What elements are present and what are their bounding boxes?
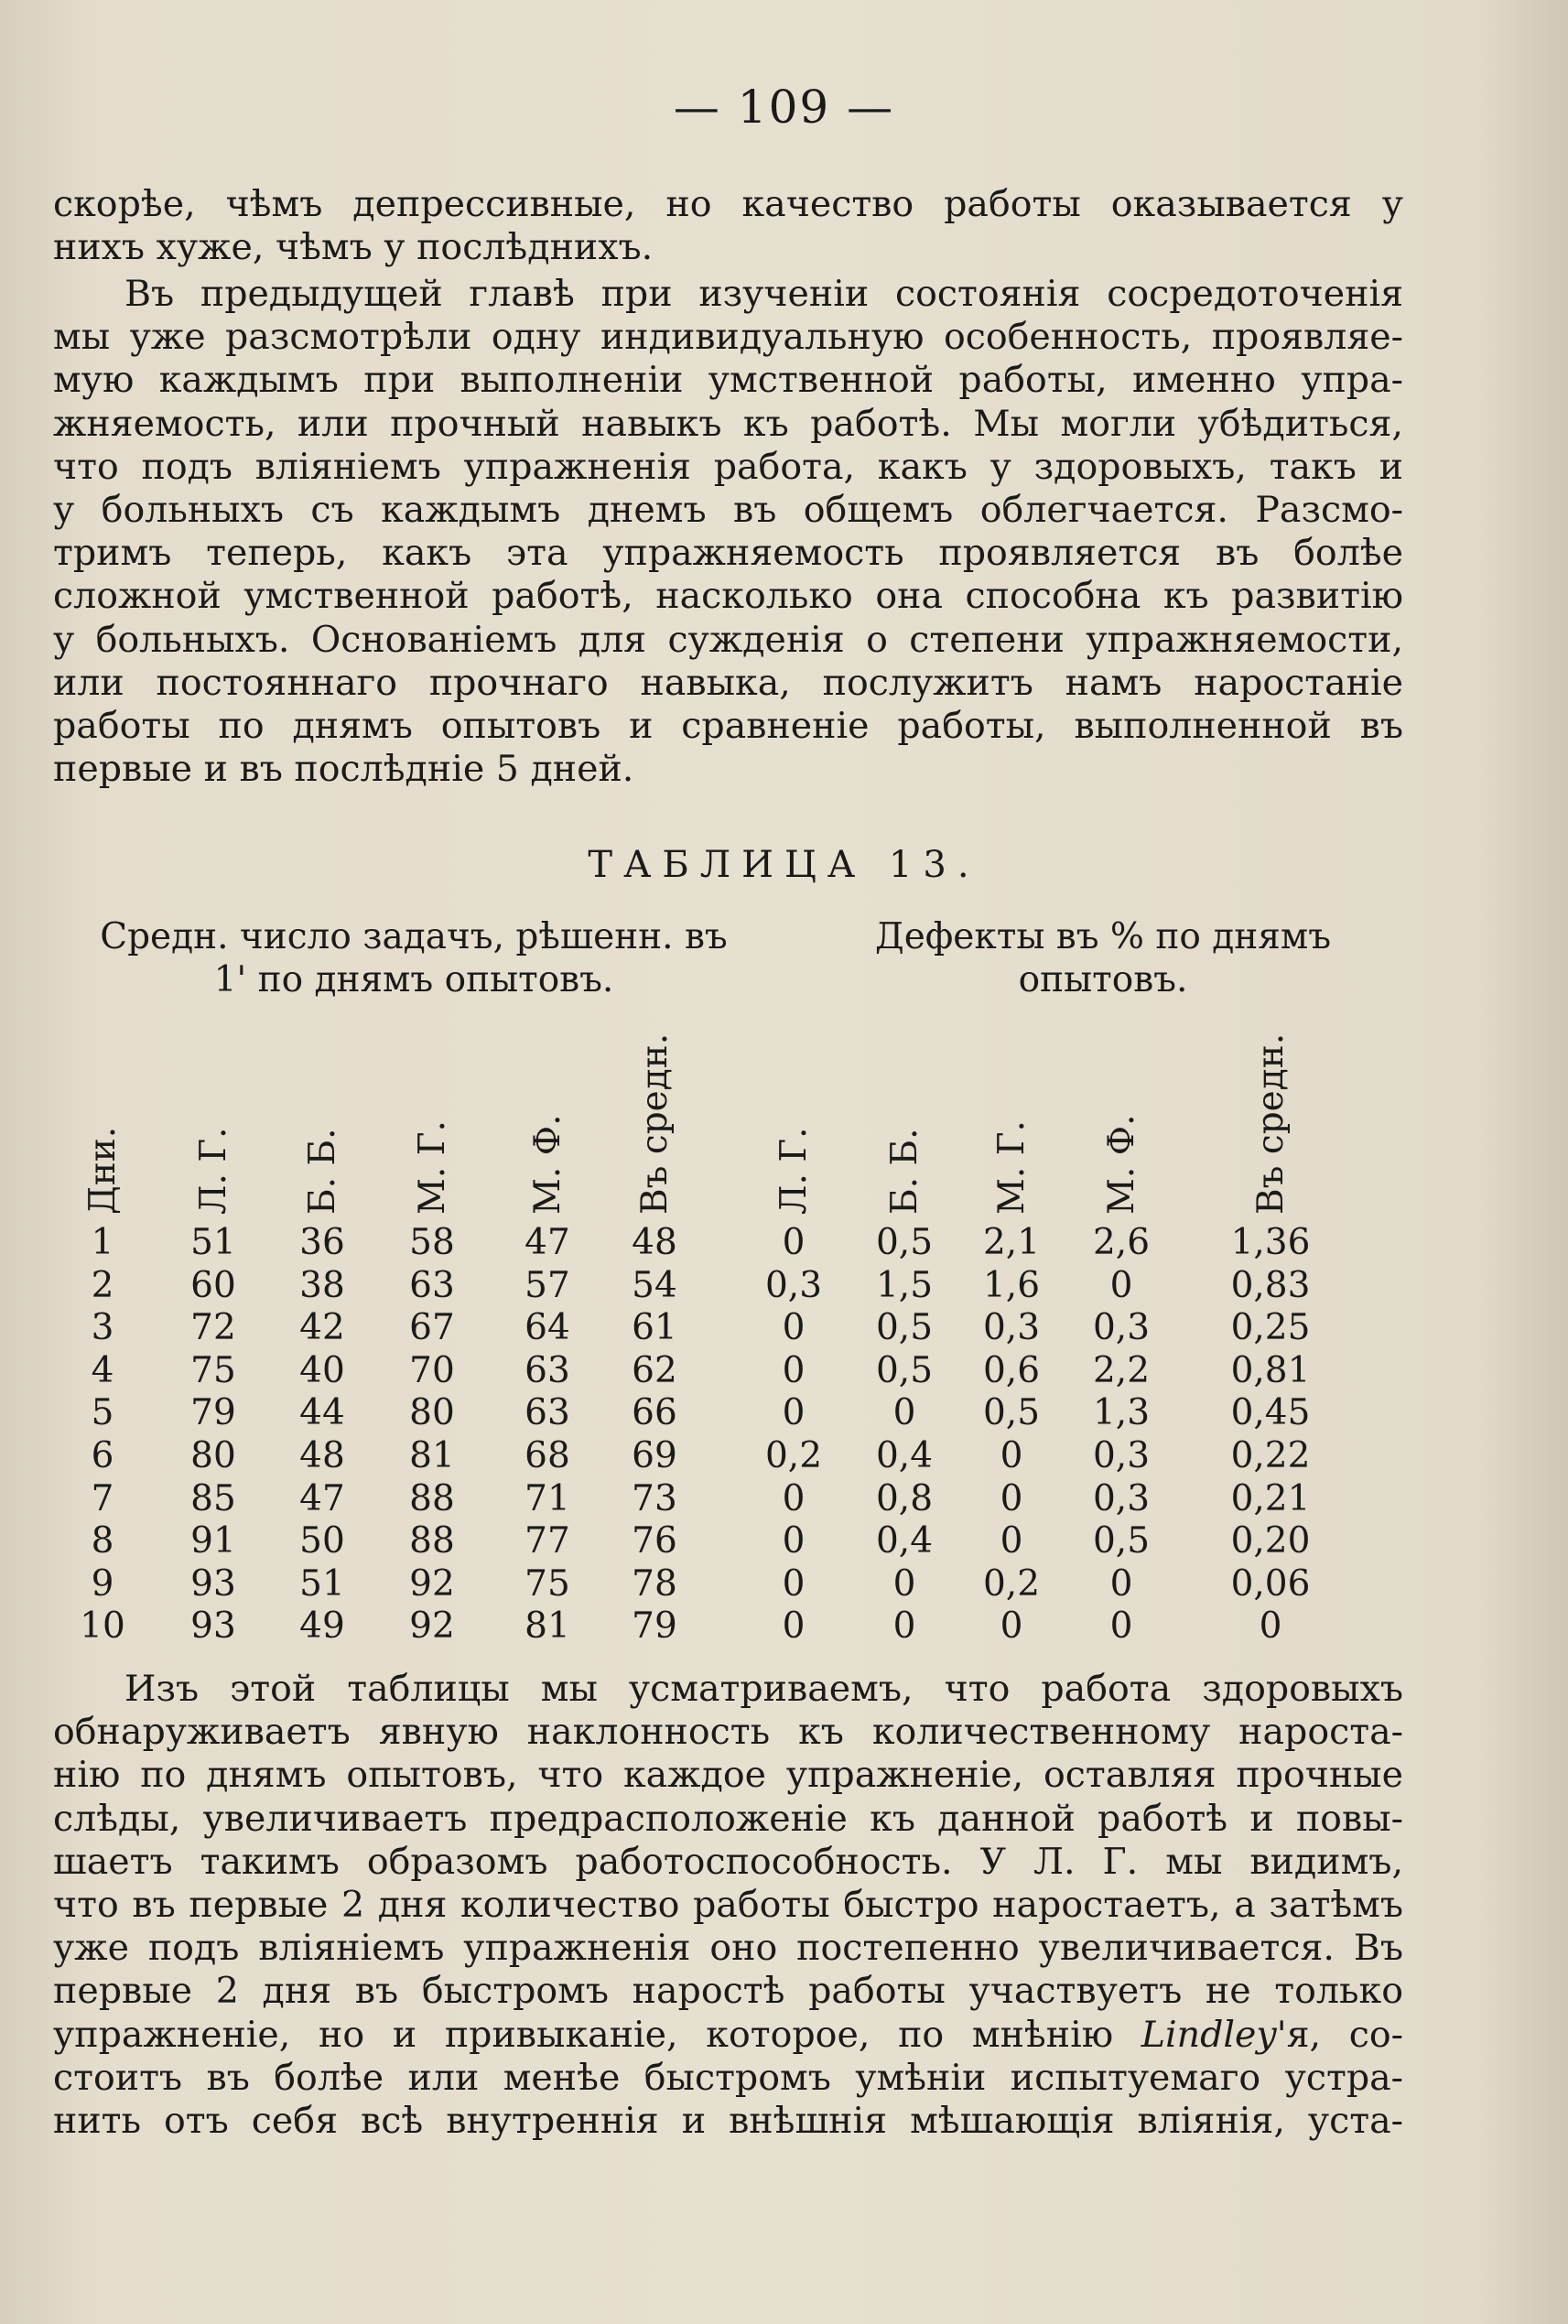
table-cell: 10	[80, 1605, 125, 1648]
text-line-with-citation	[53, 2014, 1403, 2057]
table-header-right-line: Дефекты въ % по днямъ	[874, 916, 1332, 957]
table-cell: 64	[524, 1307, 570, 1349]
table-cell: 0	[782, 1392, 806, 1434]
paragraph-1	[53, 183, 1403, 269]
table-cell: 0,20	[1230, 1520, 1311, 1562]
column-header: Л. Г.	[773, 1127, 815, 1215]
table-cell: 0	[1000, 1435, 1023, 1476]
table-cell: 0	[782, 1477, 806, 1519]
table-cell: 85	[190, 1477, 236, 1519]
table-cell: 0	[782, 1349, 806, 1391]
table-cell: 0,45	[1230, 1392, 1311, 1434]
table-cell: 0	[1000, 1520, 1023, 1562]
table-cell: 0,21	[1230, 1477, 1311, 1519]
table-cell: 77	[524, 1520, 570, 1562]
text-line: работы по днямъ опытовъ и сравненіе работы, выполненной въ	[53, 705, 1403, 748]
table-cell: 1	[91, 1222, 114, 1263]
table-cell: 0,2	[764, 1435, 823, 1476]
table-cell: 0,8	[875, 1477, 934, 1519]
table-cell: 48	[632, 1222, 677, 1263]
column-header: М. Ф.	[1101, 1114, 1142, 1215]
table-cell: 0,3	[1092, 1435, 1151, 1476]
table-cell: 62	[632, 1349, 677, 1391]
table-cell: 0	[1109, 1264, 1133, 1306]
table-cell: 66	[632, 1392, 677, 1434]
paragraph-3	[53, 1668, 1403, 2143]
table-cell: 2,6	[1092, 1222, 1151, 1263]
table-cell: 1,36	[1230, 1222, 1311, 1263]
text-line: первые и въ послѣдніе 5 дней.	[53, 748, 634, 791]
table-cell: 1,5	[875, 1264, 934, 1306]
table-cell: 6	[91, 1435, 114, 1476]
table-cell: 1,6	[982, 1264, 1041, 1306]
table-cell: 0,5	[875, 1307, 934, 1349]
table-cell: 75	[190, 1349, 236, 1391]
text-line: уже подъ вліяніемъ упражненія оно постепенно увеличивается. Въ	[53, 1927, 1403, 1970]
table-cell: 3	[91, 1307, 114, 1349]
text-line: нихъ хуже, чѣмъ у послѣднихъ.	[53, 226, 654, 269]
table-cell: 4	[91, 1349, 114, 1391]
text-line: тримъ теперь, какъ эта упражняемость проявляется въ болѣе	[53, 532, 1403, 575]
text-line: шаетъ такимъ образомъ работоспособность. У Л. Г. мы видимъ,	[53, 1840, 1403, 1883]
text-line: мую каждымъ при выполненіи умственной работы, именно упра-	[53, 359, 1403, 402]
table-cell: 79	[632, 1605, 677, 1648]
text-line: жняемость, или прочный навыкъ къ работѣ. Мы могли убѣдиться,	[53, 402, 1403, 445]
table-cell: 0,5	[982, 1392, 1041, 1434]
column-header: Въ средн.	[634, 1032, 676, 1215]
table-header-left-line: Средн. число задачъ, рѣшенн. въ	[100, 916, 728, 957]
table-cell: 1,3	[1092, 1392, 1151, 1434]
table-cell: 80	[190, 1435, 236, 1476]
table-cell: 0	[782, 1520, 806, 1562]
table-cell: 0	[782, 1222, 806, 1263]
table-cell: 58	[409, 1222, 455, 1263]
table-cell: 0,3	[1092, 1477, 1151, 1519]
table-cell: 0,6	[982, 1349, 1041, 1391]
table-cell: 44	[299, 1392, 345, 1434]
table-cell: 0	[782, 1307, 806, 1349]
table-cell: 88	[409, 1477, 455, 1519]
text-line: Изъ этой таблицы мы усматриваемъ, что работа здоровыхъ	[124, 1668, 1403, 1710]
table-cell: 2	[91, 1264, 114, 1306]
table-cell: 75	[524, 1562, 570, 1605]
text-line: Въ предыдущей главѣ при изученіи состоянія сосредоточенія	[124, 273, 1403, 315]
text-line: или постояннаго прочнаго навыка, послужитъ намъ наростаніе	[53, 661, 1403, 704]
text-line: слѣды, увеличиваетъ предрасположеніе къ данной работѣ и повы-	[53, 1797, 1403, 1840]
page-number: — 109 —	[673, 81, 895, 134]
table-cell: 7	[91, 1477, 114, 1519]
table-header-right-line: опытовъ.	[1018, 959, 1188, 1000]
text-line: мы уже разсмотрѣли одну индивидуальную особенность, проявляе-	[53, 316, 1403, 359]
table-cell: 73	[632, 1477, 677, 1519]
table-cell: 0,2	[982, 1562, 1041, 1605]
table-cell: 0,4	[875, 1435, 934, 1476]
table-cell: 49	[299, 1605, 345, 1648]
table-cell: 0	[1259, 1605, 1282, 1648]
text-line: обнаруживаетъ явную наклонность къ количественному нароста-	[53, 1711, 1403, 1754]
table-cell: 0	[1000, 1477, 1023, 1519]
table-cell: 57	[524, 1264, 570, 1306]
table-cell: 92	[409, 1562, 455, 1605]
paragraph-2	[53, 273, 1403, 791]
table-cell: 50	[299, 1520, 345, 1562]
table-cell: 71	[524, 1477, 570, 1519]
table-cell: 93	[190, 1605, 236, 1648]
table-cell: 0	[1109, 1562, 1133, 1605]
table-cell: 93	[190, 1562, 236, 1605]
table-cell: 79	[190, 1392, 236, 1434]
table-cell: 42	[299, 1307, 345, 1349]
table-cell: 0	[892, 1605, 916, 1648]
table-cell: 60	[190, 1264, 236, 1306]
table-cell: 0	[782, 1562, 806, 1605]
table-cell: 0	[892, 1562, 916, 1605]
text-line: что въ первые 2 дня количество работы быстро наростаетъ, а затѣмъ	[53, 1884, 1403, 1927]
table-cell: 36	[299, 1222, 345, 1263]
table-cell: 69	[632, 1435, 677, 1476]
table-cell: 2,2	[1092, 1349, 1151, 1391]
table-cell: 0,5	[875, 1349, 934, 1391]
table-cell: 81	[409, 1435, 455, 1476]
table-cell: 0,22	[1230, 1435, 1311, 1476]
column-header: Б. Б.	[302, 1128, 343, 1215]
table-cell: 38	[299, 1264, 345, 1306]
table-cell: 0,5	[1092, 1520, 1151, 1562]
text-line: скорѣе, чѣмъ депрессивные, но качество работы оказывается у	[53, 183, 1403, 225]
table-cell: 40	[299, 1349, 345, 1391]
text-line: нію по днямъ опытовъ, что каждое упражненіе, оставляя прочные	[53, 1754, 1403, 1797]
text-line: сложной умственной работѣ, насколько она способна къ развитію	[53, 575, 1403, 618]
table-cell: 80	[409, 1392, 455, 1434]
column-header: Въ средн.	[1250, 1032, 1292, 1215]
text-line: у больныхъ съ каждымъ днемъ въ общемъ облегчается. Разсмо-	[53, 489, 1403, 532]
table-cell: 0	[1000, 1605, 1023, 1648]
table-cell: 2,1	[982, 1222, 1041, 1263]
table-cell: 63	[409, 1264, 455, 1306]
table-cell: 68	[524, 1435, 570, 1476]
table-cell: 61	[632, 1307, 677, 1349]
author-name: Lindley	[1141, 2013, 1277, 2056]
table-cell: 0,25	[1230, 1307, 1311, 1349]
table-cell: 0,83	[1230, 1264, 1311, 1306]
table-cell: 0,06	[1230, 1562, 1311, 1605]
table-cell: 0,4	[875, 1520, 934, 1562]
text-line: у больныхъ. Основаніемъ для сужденія о степени упражняемости,	[53, 618, 1403, 661]
table-cell: 8	[91, 1520, 114, 1562]
table-cell: 63	[524, 1349, 570, 1391]
table-cell: 63	[524, 1392, 570, 1434]
text-fragment: упражненіе, но и привыканіе, которое, по мнѣнію	[53, 2013, 1141, 2056]
table-cell: 9	[91, 1562, 114, 1605]
column-header: М. Ф.	[527, 1114, 568, 1215]
text-line: что подъ вліяніемъ упражненія работа, какъ у здоровыхъ, такъ и	[53, 445, 1403, 488]
table-title: ТАБЛИЦА 13.	[588, 844, 980, 886]
table-cell: 0,3	[764, 1264, 823, 1306]
table-cell: 5	[91, 1392, 114, 1434]
table-cell: 54	[632, 1264, 677, 1306]
table-cell: 0,3	[982, 1307, 1041, 1349]
table-header-left	[57, 915, 771, 1001]
table-cell: 76	[632, 1520, 677, 1562]
table-cell: 72	[190, 1307, 236, 1349]
text-line: стоитъ въ болѣе или менѣе быстромъ умѣніи испытуемаго устра-	[53, 2056, 1403, 2099]
column-header: Б. Б.	[884, 1128, 925, 1215]
table-cell: 51	[190, 1222, 236, 1263]
column-header: М. Г.	[991, 1120, 1033, 1215]
table-header-left-line: 1' по днямъ опытовъ.	[213, 959, 614, 1000]
table-cell: 91	[190, 1520, 236, 1562]
table-cell: 0,5	[875, 1222, 934, 1263]
table-cell: 88	[409, 1520, 455, 1562]
table-cell: 0,3	[1092, 1307, 1151, 1349]
table-cell: 51	[299, 1562, 345, 1605]
table-cell: 81	[524, 1605, 570, 1648]
table-cell: 67	[409, 1307, 455, 1349]
table-cell: 47	[299, 1477, 345, 1519]
table-cell: 78	[632, 1562, 677, 1605]
table-cell: 0	[1109, 1605, 1133, 1648]
table-cell: 48	[299, 1435, 345, 1476]
table-cell: 0,81	[1230, 1349, 1311, 1391]
table-cell: 47	[524, 1222, 570, 1263]
text-fragment: 'я, со-	[1276, 2013, 1403, 2056]
column-header: М. Г.	[412, 1120, 453, 1215]
column-header: Л. Г.	[193, 1127, 234, 1215]
text-line: первые 2 дня въ быстромъ наростѣ работы участвуетъ не только	[53, 1970, 1403, 2013]
table-cell: 92	[409, 1605, 455, 1648]
text-line: нить отъ себя всѣ внутреннія и внѣшнія мѣшающія вліянія, уста-	[53, 2100, 1403, 2143]
table-cell: 0	[782, 1605, 806, 1648]
column-header: Дни.	[82, 1126, 124, 1215]
table-cell: 0	[892, 1392, 916, 1434]
table-header-right	[824, 915, 1382, 1001]
table-cell: 70	[409, 1349, 455, 1391]
